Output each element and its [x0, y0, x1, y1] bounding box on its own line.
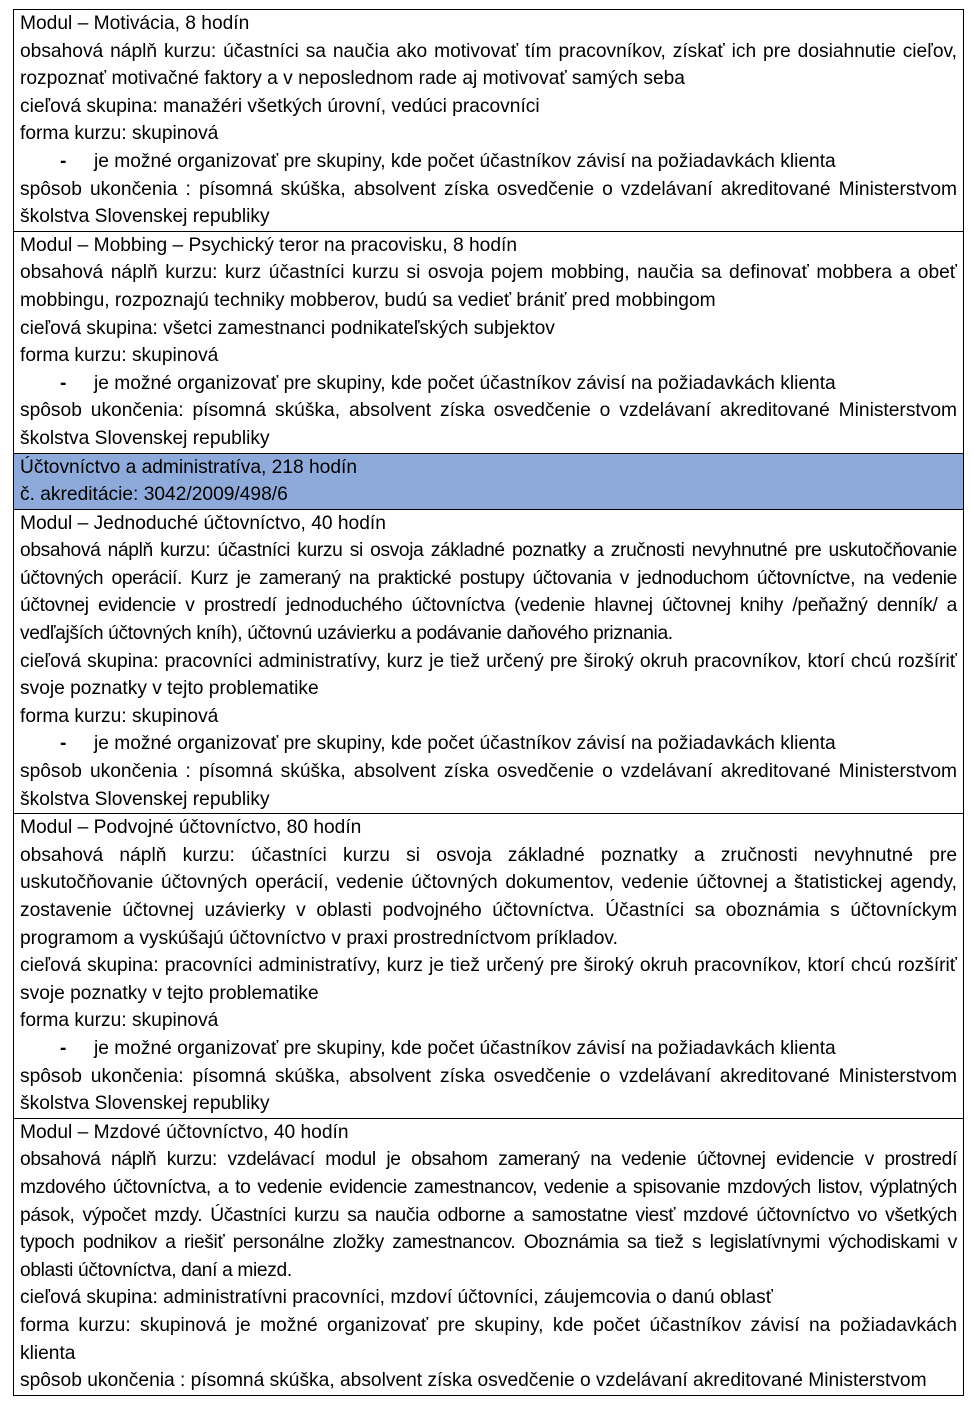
table-row [14, 231, 964, 453]
module-content: obsahová náplň kurzu: vzdelávací modul je obsahom zameraný na vedenie účtovnej evidencie v prostredí mzdového účtovníctva, a to vedenie evidencie zamestnancov, vedenie a spisovanie mzdových listov, výplatných pások, výpočet mzdy. Účastníci kurzu sa naučia odborne a samostatne viesť mzdové účtovníctvo vo všetkých typoch podnikov a riešiť personálne zložky zamestnancov. Oboznámia sa tiež s legislatívnymi východiskami v oblasti účtovníctva, daní a miezd. [20, 1149, 957, 1281]
module-heading: Modul – Mzdové účtovníctvo, 40 hodín [20, 1121, 349, 1143]
bullet-text: je možné organizovať pre skupiny, kde počet účastníkov závisí na požiadavkách klienta [94, 150, 836, 172]
module-content: obsahová náplň kurzu: účastníci sa naučia ako motivovať tím pracovníkov, získať ich pre dosiahnutie cieľov, rozpoznať motivačné faktory a v neposlednom rade aj motivovať samých seba [20, 40, 957, 90]
module-cell-mobbing [14, 231, 964, 453]
section-header-cell [14, 453, 964, 509]
table-row [14, 509, 964, 814]
bullet-dash: - [60, 372, 67, 394]
table-row [14, 10, 964, 232]
module-target-group: cieľová skupina: pracovníci administratívy, kurz je tiež určený pre široký okruh pracovníkov, ktorí chcú rozšíriť svoje poznatky v tejto problematike [20, 650, 957, 700]
bullet-item [20, 1035, 957, 1063]
module-cell-mzdove [14, 1118, 964, 1395]
module-heading: Modul – Podvojné účtovníctvo, 80 hodín [20, 817, 362, 839]
module-completion: spôsob ukončenia : písomná skúška, absolvent získa osvedčenie o vzdelávaní akreditované Ministerstvom školstva Slovenskej republiky [20, 178, 957, 228]
module-target-group: cieľová skupina: všetci zamestnanci podnikateľských subjektov [20, 317, 555, 339]
bullet-dash: - [60, 1037, 67, 1059]
bullet-text: je možné organizovať pre skupiny, kde počet účastníkov závisí na požiadavkách klienta [94, 1037, 836, 1059]
module-cell-podvojne [14, 814, 964, 1119]
module-content: obsahová náplň kurzu: účastníci kurzu si osvoja základné poznatky a zručnosti nevyhnutné pre uskutočňovanie účtovných operácií. Kurz je zameraný na praktické postupy účtovania v jednoduchom účtovníctve, na vedenie účtovnej evidencie v prostredí jednoduchého účtovníctva (vedenie hlavnej účtovnej knihy /peňažný denník/ a vedľajších účtovných kníh), účtovnú uzávierku a podávanie daňového priznania. [20, 540, 957, 645]
section-accreditation: č. akreditácie: 3042/2009/498/6 [20, 484, 288, 506]
module-target-group: cieľová skupina: pracovníci administratívy, kurz je tiež určený pre široký okruh pracovníkov, ktorí chcú rozšíriť svoje poznatky v tejto problematike [20, 955, 957, 1004]
module-form: forma kurzu: skupinová [20, 123, 219, 145]
module-completion: spôsob ukončenia: písomná skúška, absolvent získa osvedčenie o vzdelávaní akreditované Ministerstvom školstva Slovenskej republiky [20, 400, 957, 449]
table-row [14, 453, 964, 509]
module-target-group: cieľová skupina: administratívni pracovníci, mzdoví účtovníci, záujemcovia o danú oblasť [20, 1287, 773, 1309]
module-heading: Modul – Jednoduché účtovníctvo, 40 hodín [20, 512, 386, 534]
bullet-item [20, 370, 957, 398]
module-target-group: cieľová skupina: manažéri všetkých úrovní, vedúci pracovníci [20, 95, 540, 117]
module-form: forma kurzu: skupinová je možné organizovať pre skupiny, kde počet účastníkov závisí na požiadavkách klienta [20, 1314, 957, 1364]
module-completion: spôsob ukončenia : písomná skúška, absolvent získa osvedčenie o vzdelávaní akreditované Ministerstvom školstva Slovenskej republiky [20, 761, 957, 810]
bullet-text: je možné organizovať pre skupiny, kde počet účastníkov závisí na požiadavkách klienta [94, 372, 836, 394]
course-table [13, 9, 964, 1396]
table-row [14, 1118, 964, 1395]
table-row [14, 814, 964, 1119]
module-content: obsahová náplň kurzu: účastníci kurzu si osvoja základné poznatky a zručnosti nevyhnutné pre uskutočňovanie účtovných operácií, vedenie účtovných dokumentov, vedenie účtovnej a štatistickej agendy, zostavenie účtovnej uzávierky v oblasti podvojného účtovníctva. Účastníci sa oboznámia s účtovníckym programom a vyskúšajú účtovníctvo v praxi prostredníctvom príkladov. [20, 844, 957, 949]
module-completion: spôsob ukončenia : písomná skúška, absolvent získa osvedčenie o vzdelávaní akreditované Ministerstvom [20, 1370, 927, 1392]
module-heading: Modul – Motivácia, 8 hodín [20, 13, 250, 34]
module-content: obsahová náplň kurzu: kurz účastníci kurzu si osvoja pojem mobbing, naučia sa definovať mobbera a obeť mobbingu, rozpoznajú techniky mobberov, budú sa vedieť brániť pred mobbingom [20, 262, 957, 311]
module-heading: Modul – Mobbing – Psychický teror na pracovisku, 8 hodín [20, 234, 518, 256]
document-page [13, 9, 964, 1396]
bullet-dash: - [60, 733, 67, 755]
section-title: Účtovníctvo a administratíva, 218 hodín [20, 456, 358, 478]
module-form: forma kurzu: skupinová [20, 1010, 219, 1032]
bullet-item [20, 730, 957, 758]
bullet-text: je možné organizovať pre skupiny, kde počet účastníkov závisí na požiadavkách klienta [94, 733, 836, 755]
bullet-item [20, 148, 957, 176]
module-form: forma kurzu: skupinová [20, 345, 219, 367]
module-cell-motivacia [14, 10, 964, 232]
module-cell-jednoduche [14, 509, 964, 814]
bullet-dash: - [60, 150, 67, 172]
module-form: forma kurzu: skupinová [20, 705, 219, 727]
module-completion: spôsob ukončenia: písomná skúška, absolvent získa osvedčenie o vzdelávaní akreditované Ministerstvom školstva Slovenskej republiky [20, 1065, 957, 1115]
